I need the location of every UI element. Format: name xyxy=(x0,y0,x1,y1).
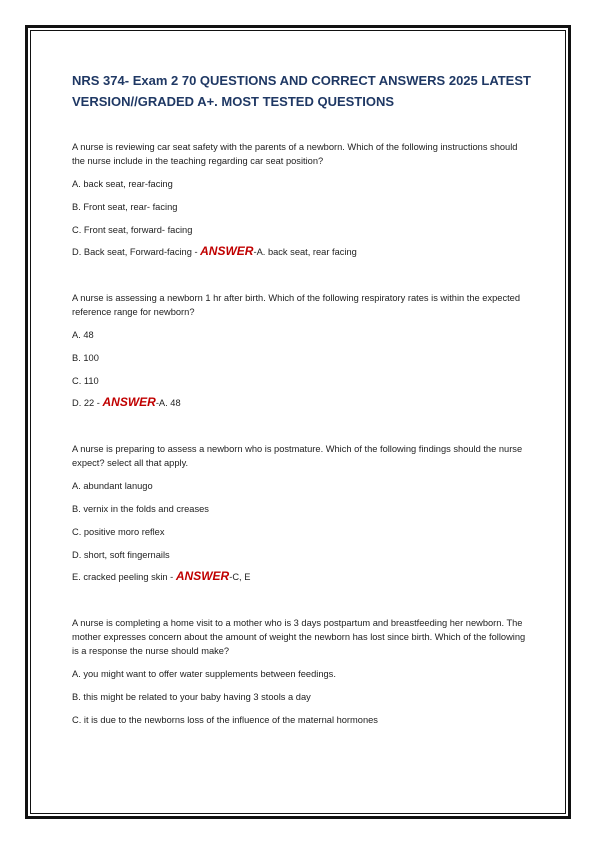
answer-option: B. this might be related to your baby having 3 stools a day xyxy=(72,692,311,702)
answer-option: C. 110 xyxy=(72,376,99,386)
answer-option: C. Front seat, forward- facing xyxy=(72,225,193,235)
answer-keyword: ANSWER xyxy=(175,569,230,583)
question-text: A nurse is assessing a newborn 1 hr after birth. Which of the following respiratory rates is within the expected reference range for newborn? xyxy=(72,293,521,317)
correct-answer: -A. back seat, rear facing xyxy=(253,247,357,257)
document-content xyxy=(72,70,532,726)
answer-option: A. back seat, rear-facing xyxy=(72,179,173,189)
answer-keyword: ANSWER xyxy=(102,395,156,409)
question-text: A nurse is preparing to assess a newborn who is postmature. Which of the following findings should the nurse expect? select all that apply. xyxy=(72,444,523,468)
answer-option: C. positive moro reflex xyxy=(72,527,165,537)
question-block xyxy=(72,616,532,726)
answer-option: C. it is due to the newborns loss of the influence of the maternal hormones xyxy=(72,715,378,725)
answer-line xyxy=(72,244,532,259)
answer-option: B. Front seat, rear- facing xyxy=(72,202,178,212)
answer-option: A. you might want to offer water supplements between feedings. xyxy=(72,669,336,679)
answer-option: D. 22 - xyxy=(72,398,103,408)
answer-option: E. cracked peeling skin - xyxy=(72,572,176,582)
question-block xyxy=(72,442,532,584)
answer-option: A. 48 xyxy=(72,330,94,340)
answer-line xyxy=(72,569,532,584)
answer-keyword: ANSWER xyxy=(200,244,254,258)
answer-line xyxy=(72,395,532,410)
question-text: A nurse is reviewing car seat safety with the parents of a newborn. Which of the following instructions should the nurse include in the teaching regarding car seat position? xyxy=(72,142,518,166)
answer-option: B. vernix in the folds and creases xyxy=(72,504,209,514)
correct-answer: -A. 48 xyxy=(155,398,181,408)
answer-option: B. 100 xyxy=(72,353,99,363)
answer-option: D. short, soft fingernails xyxy=(72,550,170,560)
question-block xyxy=(72,140,532,259)
correct-answer: -C, E xyxy=(229,572,251,582)
document-title: NRS 374- Exam 2 70 QUESTIONS AND CORRECT ANSWERS 2025 LATEST VERSION//GRADED A+. MOST TESTED QUESTIONS xyxy=(72,73,531,109)
answer-option: D. Back seat, Forward-facing - xyxy=(72,247,201,257)
question-text: A nurse is completing a home visit to a mother who is 3 days postpartum and breastfeeding her newborn. The mother expresses concern about the amount of weight the newborn has lost since birth. Which of the following is a response the nurse should make? xyxy=(72,618,526,656)
question-block xyxy=(72,291,532,410)
answer-option: A. abundant lanugo xyxy=(72,481,153,491)
